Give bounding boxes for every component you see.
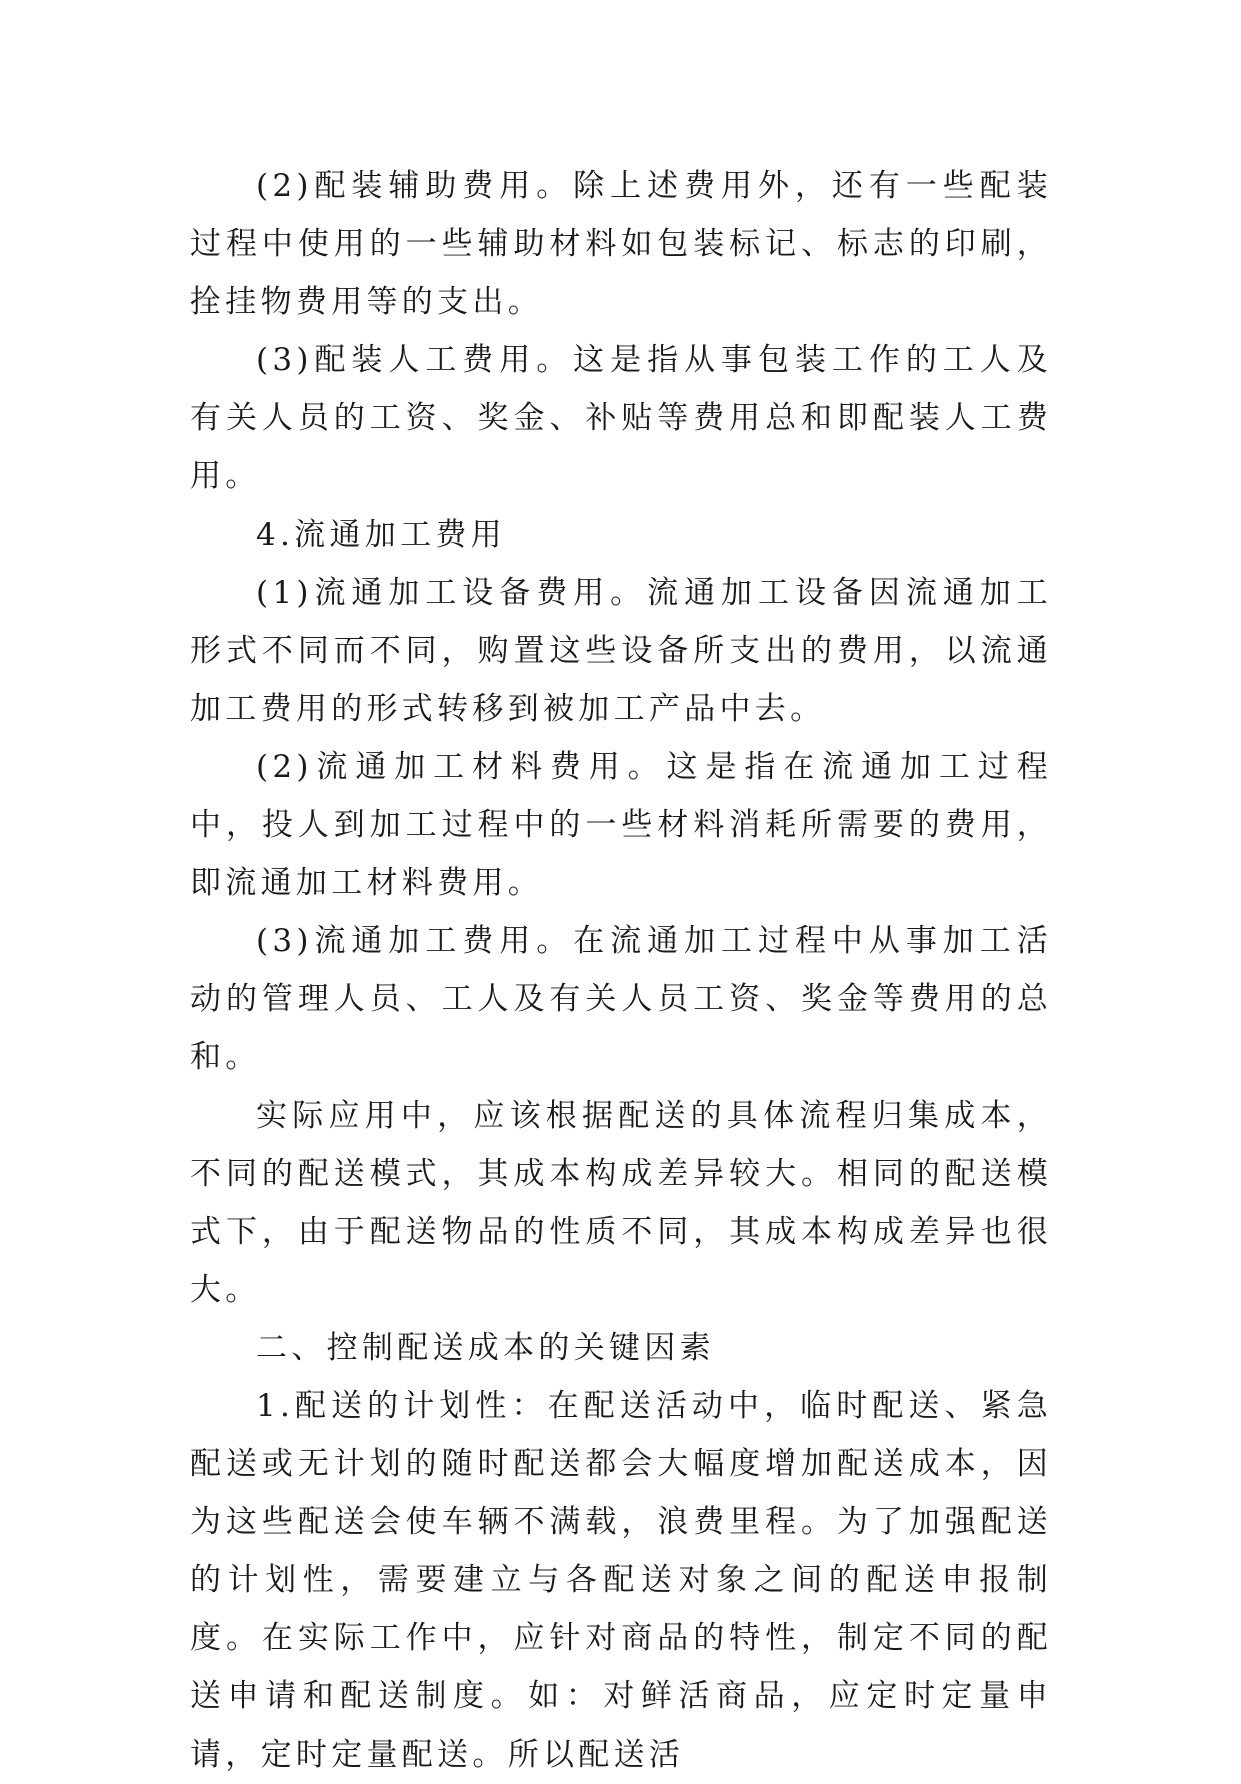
paragraph-processing-equipment-costs: (1)流通加工设备费用。流通加工设备因流通加工形式不同而不同，购置这些设备所支出的费用，以流通加工费用的形式转移到被加工产品中去。 — [190, 574, 1052, 727]
paragraph-processing-labor-costs: (3)流通加工费用。在流通加工过程中从事加工活动的管理人员、工人及有关人员工资、奖金等费用的总和。 — [190, 923, 1052, 1076]
paragraph-assembly-auxiliary-costs: (2)配装辅助费用。除上述费用外，还有一些配装过程中使用的一些辅助材料如包装标记、标志的印刷，拴挂物费用等的支出。 — [190, 168, 1052, 321]
paragraph-practical-application: 实际应用中，应该根据配送的具体流程归集成本，不同的配送模式，其成本构成差异较大。相同的配送模式下，由于配送物品的性质不同，其成本构成差异也很大。 — [190, 1097, 1052, 1308]
paragraph-assembly-labor-costs: (3)配装人工费用。这是指从事包装工作的工人及有关人员的工资、奖金、补贴等费用总和即配装人工费用。 — [190, 342, 1052, 495]
section-heading-processing-costs: 4.流通加工费用 — [256, 516, 506, 553]
paragraph-processing-material-costs: (2)流通加工材料费用。这是指在流通加工过程中，投人到加工过程中的一些材料消耗所需要的费用，即流通加工材料费用。 — [190, 748, 1052, 902]
section-heading-key-factors: 二、控制配送成本的关键因素 — [256, 1329, 715, 1366]
document-body — [190, 157, 1052, 1784]
paragraph-delivery-planning: 1.配送的计划性：在配送活动中，临时配送、紧急配送或无计划的随时配送都会大幅度增加配送成本，因为这些配送会使车辆不满载，浪费里程。为了加强配送的计划性，需要建立与各配送对象之间的配送申报制度。在实际工作中，应针对商品的特性，制定不同的配送申请和配送制度。如：对鲜活商品，应定时定量申请，定时定量配送。所以配送活 — [190, 1387, 1052, 1773]
